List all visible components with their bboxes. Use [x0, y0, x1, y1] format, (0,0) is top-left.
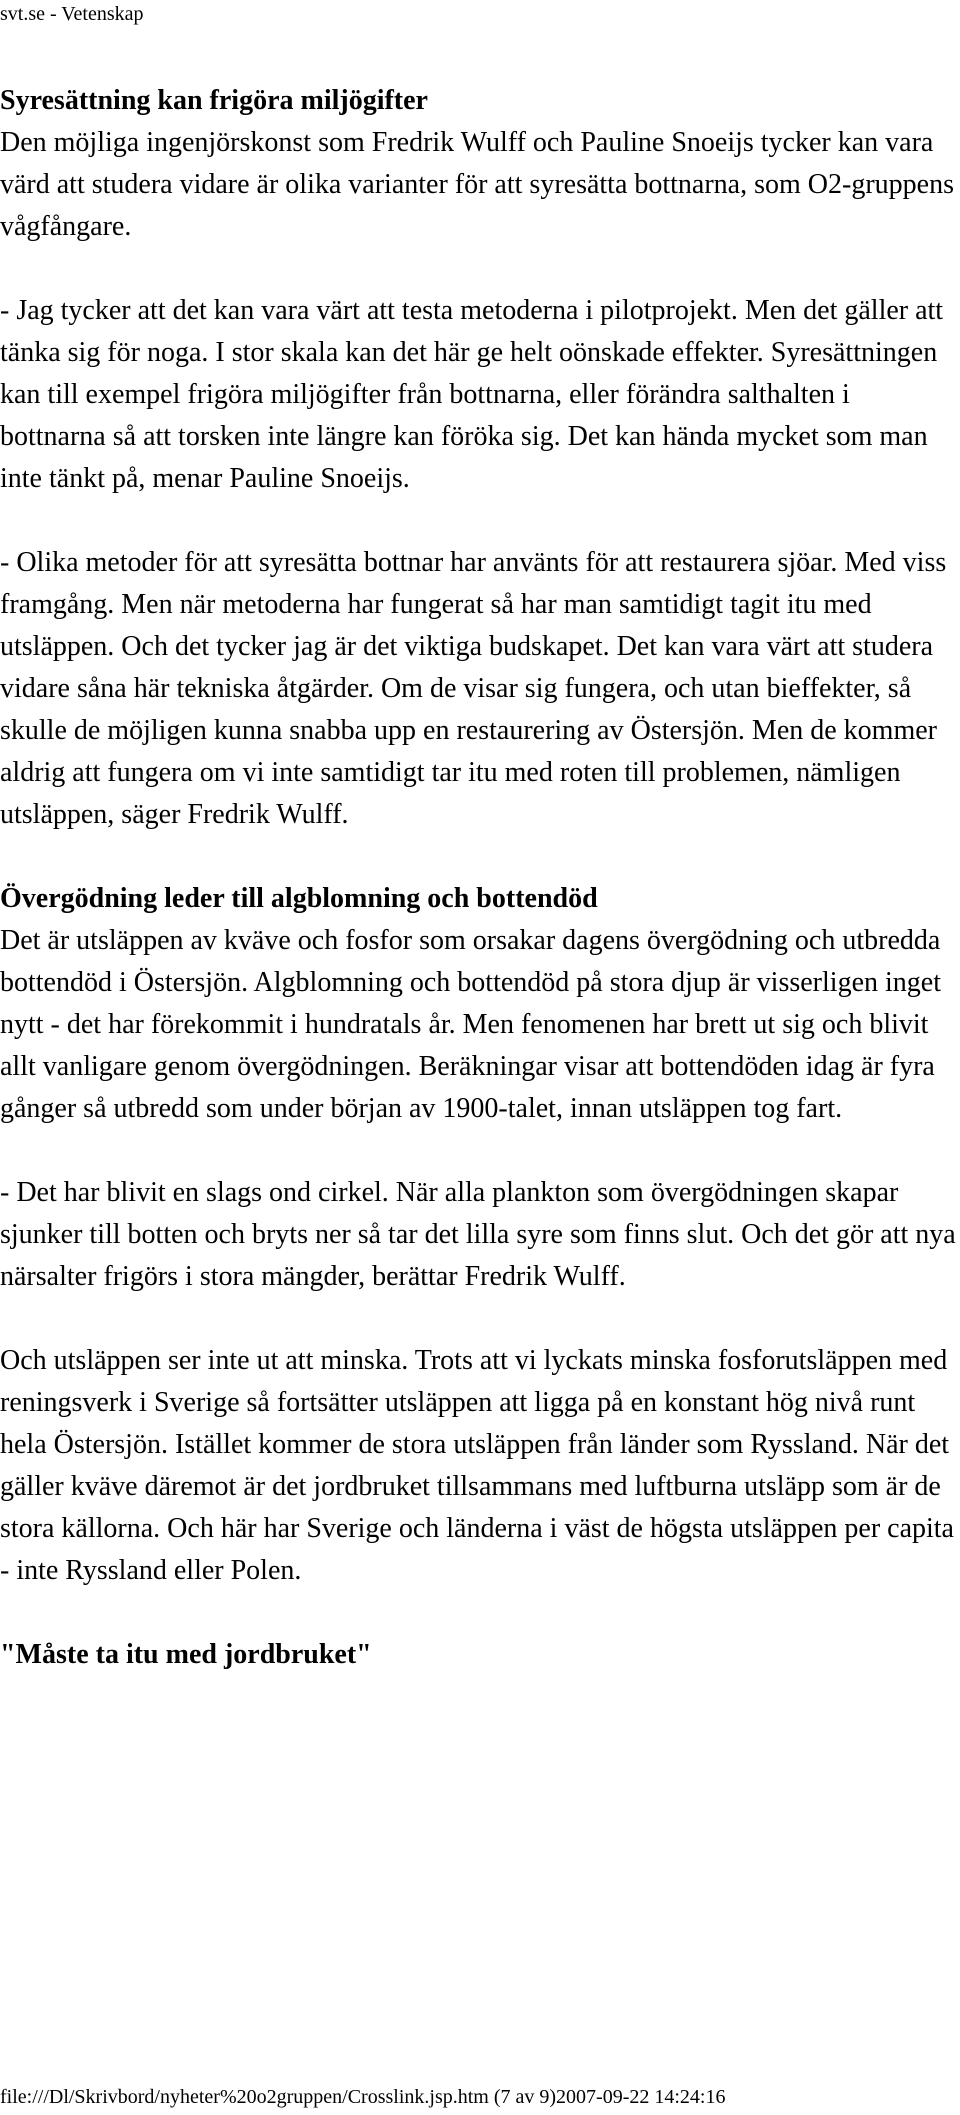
paragraph: - Det har blivit en slags ond cirkel. När alla plankton som övergödningen skapar sjunker till botten och bryts ner så tar det lilla syre som finns slut. Och det gör att nya närsalter frigörs i stora mängder, berättar Fredrik Wulff.: [0, 1177, 956, 1292]
paragraph: - Jag tycker att det kan vara värt att testa metoderna i pilotprojekt. Men det gäller att tänka sig för noga. I stor skala kan det här ge helt oönskade effekter. Syresättningen kan till exempel frigöra miljögifter från bottnarna, eller förändra salthalten i bottnarna så att torsken inte längre kan föröka sig. Det kan hända mycket som man inte tänkt på, menar Pauline Snoeijs.: [0, 295, 944, 494]
paragraph: Den möjliga ingenjörskonst som Fredrik Wulff och Pauline Snoeijs tycker kan vara värd att studera vidare är olika varianter för att syresätta bottnarna, som O2-gruppens vågfångare.: [0, 127, 954, 242]
page-header: svt.se - Vetenskap: [0, 3, 144, 25]
section-heading: "Måste ta itu med jordbruket": [0, 1639, 372, 1670]
section-heading: Syresättning kan frigöra miljögifter: [0, 85, 428, 116]
section-eutrophication: [0, 878, 960, 1592]
section-heading: Övergödning leder till algblomning och bottendöd: [0, 883, 598, 914]
article-content: [0, 80, 960, 1676]
paragraph: - Olika metoder för att syresätta bottnar har använts för att restaurera sjöar. Med viss framgång. Men när metoderna har fungerat så har man samtidigt tagit itu med utsläppen. Och det tycker jag är det viktiga budskapet. Det kan vara värt att studera vidare såna här tekniska åtgärder. Om de visar sig fungera, och utan bieffekter, så skulle de möjligen kunna snabba upp en restaurering av Östersjön. Men de kommer aldrig att fungera om vi inte samtidigt tar itu med roten till problemen, nämligen utsläppen, säger Fredrik Wulff.: [0, 547, 947, 830]
paragraph: Och utsläppen ser inte ut att minska. Trots att vi lyckats minska fosforutsläppen med reningsverk i Sverige så fortsätter utsläppen att ligga på en konstant hög nivå runt hela Östersjön. Istället kommer de stora utsläppen från länder som Ryssland. När det gäller kväve däremot är det jordbruket tillsammans med luftburna utsläpp som är de stora källorna. Och här har Sverige och länderna i väst de högsta utsläppen per capita - inte Ryssland eller Polen.: [0, 1345, 954, 1586]
section-agriculture: [0, 1634, 960, 1676]
paragraph: Det är utsläppen av kväve och fosfor som orsakar dagens övergödning och utbredda bottendöd i Östersjön. Algblomning och bottendöd på stora djup är visserligen inget nytt - det har förekommit i hundratals år. Men fenomenen har brett ut sig och blivit allt vanligare genom övergödningen. Beräkningar visar att bottendöden idag är fyra gånger så utbredd som under början av 1900-talet, innan utsläppen tog fart.: [0, 925, 941, 1124]
section-oxygenation: [0, 80, 960, 836]
page-footer: file:///Dl/Skrivbord/nyheter%20o2gruppen/Crosslink.jsp.htm (7 av 9)2007-09-22 14:24:16: [0, 2086, 726, 2108]
